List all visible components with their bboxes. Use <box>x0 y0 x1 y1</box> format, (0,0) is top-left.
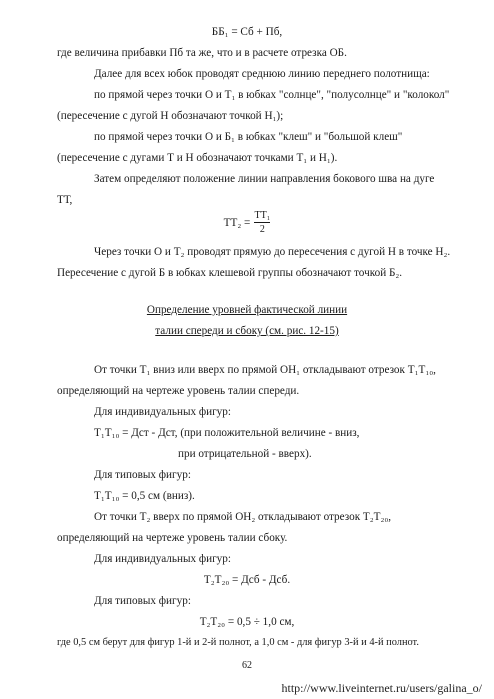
formula-line: Т₂Т₂₀ = Дсб - Дсб. <box>203 574 291 586</box>
formula-line: Т₁Т₁₀ = Дст - Дст, (при положительной величине - вниз, <box>94 427 360 439</box>
paragraph-line: по прямой через точки О и Б₁ в юбках "клеш" и "большой клеш" <box>94 131 403 143</box>
paragraph-line: Затем определяют положение линии направления бокового шва на дуге <box>94 173 435 185</box>
paragraph-line: (пересечение с дугами Т и Н обозначают точками Т₁ и Н₁). <box>57 152 338 164</box>
watermark-url: http://www.liveinternet.ru/users/galina_o/ <box>281 681 482 695</box>
paragraph-line: (пересечение с дугой Н обозначают точкой Н₁); <box>57 110 284 122</box>
formula-bb1: ББ₁ = Сб + Пб, <box>211 26 283 38</box>
fraction-bar <box>254 222 270 223</box>
paragraph-line: где 0,5 см берут для фигур 1-й и 2-й полнот, а 1,0 см - для фигур 3-й и 4-й полнот. <box>57 637 419 648</box>
section-heading-line-1: Определение уровней фактической линии <box>146 304 348 316</box>
paragraph-line: определяющий на чертеже уровень талии спереди. <box>57 385 300 397</box>
formula-line: Т₁Т₁₀ = 0,5 см (вниз). <box>94 490 195 502</box>
section-heading-line-2: талии спереди и сбоку (см. рис. 12-15) <box>155 325 339 337</box>
paragraph-line: определяющий на чертеже уровень талии сбоку. <box>57 532 288 544</box>
paragraph-line: Для индивидуальных фигур: <box>94 406 231 418</box>
paragraph-line: Через точки О и Т₂ проводят прямую до пересечения с дугой Н в точке Н₂. <box>94 246 451 258</box>
paragraph-line: ТТ, <box>57 194 73 206</box>
formula-line: при отрицательной - вверх). <box>178 448 312 460</box>
paragraph-line: От точки Т₂ вверх по прямой ОН₂ откладывают отрезок Т₂Т₂₀, <box>94 511 392 523</box>
fraction <box>254 210 270 235</box>
paragraph-line: От точки Т₁ вниз или вверх по прямой ОН₁ откладывают отрезок Т₁Т₁₀, <box>94 364 436 376</box>
fraction-numerator: ТТ₁ <box>254 210 271 221</box>
paragraph-line: Далее для всех юбок проводят среднюю линию переднего полотнища: <box>94 68 430 80</box>
page-number: 62 <box>242 660 252 671</box>
paragraph-line: по прямой через точки О и Т₁ в юбках "солнце", "полусолнце" и "колокол" <box>94 89 450 101</box>
paragraph-line: Для типовых фигур: <box>94 595 191 607</box>
paragraph-line: Для индивидуальных фигур: <box>94 553 231 565</box>
paragraph-line: где величина прибавки Пб та же, что и в расчете отрезка ОБ. <box>57 47 347 59</box>
formula-lhs: ТТ₂ = <box>223 216 251 229</box>
paragraph-line: Пересечение с дугой Б в юбках клешевой группы обозначают точкой Б₂. <box>57 267 403 279</box>
paragraph-line: Для типовых фигур: <box>94 469 191 481</box>
formula-line: Т₂Т₂₀ = 0,5 ÷ 1,0 см, <box>199 616 295 628</box>
formula-tt2 <box>0 210 494 235</box>
fraction-denominator: 2 <box>259 224 265 235</box>
